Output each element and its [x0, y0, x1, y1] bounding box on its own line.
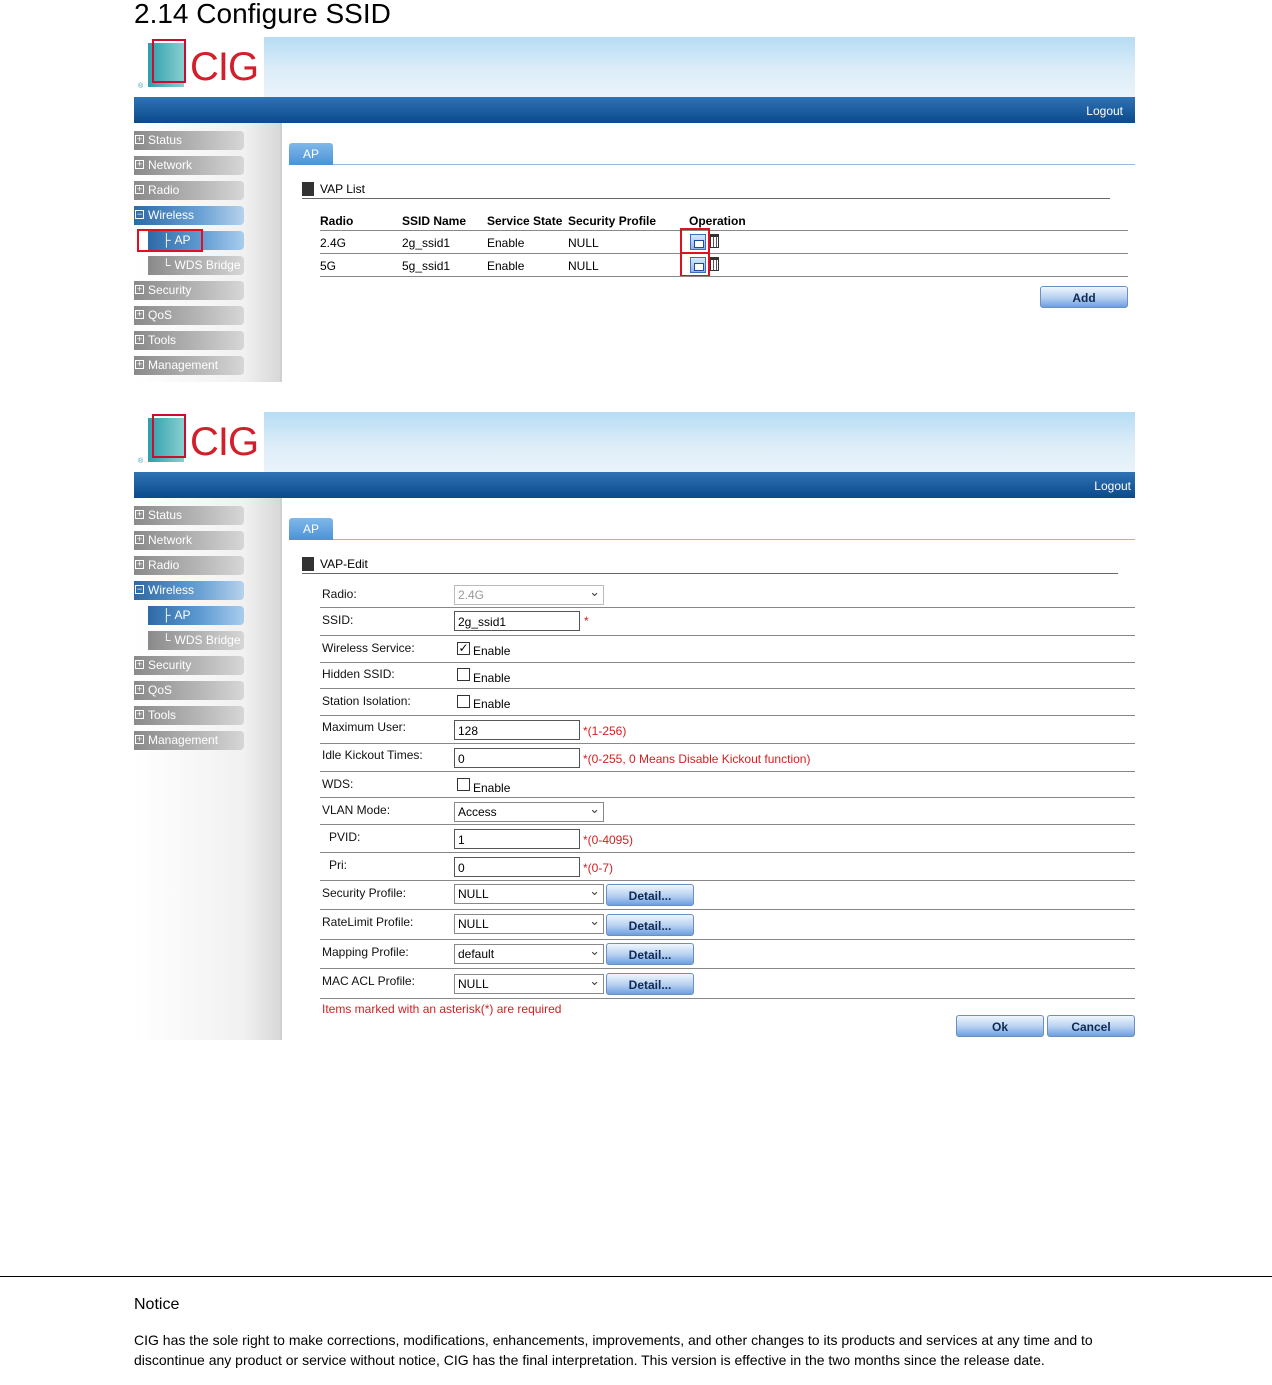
radio-label: Radio:	[322, 587, 357, 601]
sidebar-item-label: Status	[148, 133, 183, 147]
pvid-hint: *(0-4095)	[583, 833, 634, 847]
sidebar-item-network[interactable]	[134, 531, 244, 550]
notice-title: Notice	[134, 1296, 180, 1313]
sidebar	[134, 123, 282, 382]
sidebar-item-security[interactable]	[134, 656, 244, 675]
mapping-profile-label: Mapping Profile:	[322, 945, 409, 959]
row-divider	[320, 276, 1128, 277]
hidden-ssid-label: Hidden SSID:	[322, 667, 395, 681]
pvid-label: PVID:	[329, 830, 361, 844]
delete-icon[interactable]	[710, 234, 719, 248]
wireless-service-checkbox[interactable]: ✓	[458, 641, 469, 655]
sidebar-item-security[interactable]	[134, 281, 244, 300]
hidden-ssid-checkbox[interactable]	[457, 668, 470, 681]
highlight-frame	[680, 228, 710, 254]
max-user-hint: *(1-256)	[583, 724, 627, 738]
sidebar-item-label: Network	[148, 158, 193, 172]
expand-icon: +	[136, 184, 143, 194]
sidebar-item-wds-bridge[interactable]	[148, 256, 244, 275]
row-divider	[320, 688, 1135, 689]
tab-bar	[289, 143, 1135, 165]
expand-icon: +	[136, 534, 143, 544]
ssid-label: SSID:	[322, 613, 354, 627]
enable-label: Enable	[473, 781, 511, 795]
wireless-service-label: Wireless Service:	[322, 641, 415, 655]
wds-label: WDS:	[322, 777, 354, 791]
expand-icon: +	[136, 684, 143, 694]
tab-ap[interactable]: AP	[289, 518, 333, 540]
section-marker-icon	[302, 557, 314, 571]
sidebar-item-radio[interactable]	[134, 556, 244, 575]
idle-kickout-hint: *(0-255, 0 Means Disable Kickout function)	[583, 752, 811, 766]
row-divider	[320, 607, 1135, 608]
highlight-frame	[680, 252, 710, 277]
sidebar-item-wireless[interactable]	[134, 581, 244, 600]
logo-registered: ®	[138, 83, 144, 90]
enable-label: Enable	[473, 697, 511, 711]
sidebar-item-label: Wireless	[148, 208, 195, 222]
ratelimit-profile-select[interactable]: NULL ⌄	[454, 914, 604, 934]
sidebar-item-qos[interactable]	[134, 306, 244, 325]
logout-link[interactable]: Logout	[1094, 479, 1131, 493]
footer-divider	[0, 1276, 1272, 1277]
idle-kickout-label: Idle Kickout Times:	[322, 748, 423, 762]
sidebar-item-label: Status	[148, 508, 183, 522]
row-divider	[320, 909, 1135, 910]
section-marker-icon	[302, 182, 314, 196]
enable-label: Enable	[473, 644, 511, 658]
mac-acl-detail-button[interactable]: Detail...	[606, 973, 694, 995]
highlight-frame	[137, 229, 203, 252]
mac-acl-profile-label: MAC ACL Profile:	[322, 974, 415, 988]
pri-input[interactable]: 0	[454, 857, 580, 877]
sidebar-item-label: Security	[148, 283, 192, 297]
security-profile-select[interactable]: NULL ⌄	[454, 884, 604, 904]
sidebar-item-label: AP	[174, 233, 191, 247]
cig-logo	[134, 412, 264, 472]
row-divider	[320, 968, 1135, 969]
tab-ap[interactable]: AP	[289, 143, 333, 165]
ok-button[interactable]: Ok	[956, 1015, 1044, 1037]
logo-registered: ®	[138, 458, 144, 465]
required-note: Items marked with an asterisk(*) are required	[322, 1002, 562, 1016]
mac-acl-profile-select[interactable]: NULL ⌄	[454, 974, 604, 994]
screenshot-vap-edit	[134, 412, 1135, 1040]
expand-icon: +	[136, 134, 143, 144]
column-header: Security Profile	[568, 214, 657, 228]
sidebar-item-label: Management	[148, 733, 219, 747]
expand-icon: +	[136, 559, 143, 569]
notice-text: CIG has the sole right to make corrections, modifications, enhancements, improvements, and other changes to its products and services at any time and to discontinue any product or service without notice, CIG has the final interpretation. This version is effective in the two months since the release date.	[134, 1332, 1093, 1368]
idle-kickout-input[interactable]: 0	[454, 748, 580, 768]
mapping-detail-button[interactable]: Detail...	[606, 943, 694, 965]
row-divider	[320, 253, 1128, 254]
ssid-input[interactable]: 2g_ssid1	[454, 611, 580, 631]
column-header: Service State	[487, 214, 563, 228]
cell-state: Enable	[487, 236, 525, 250]
pri-label: Pri:	[329, 858, 347, 872]
cell-radio: 5G	[320, 259, 337, 273]
sidebar-item-tools[interactable]	[134, 706, 244, 725]
sidebar-item-label: Wireless	[148, 583, 195, 597]
wds-checkbox[interactable]	[457, 778, 470, 791]
logo-frame-icon	[152, 414, 186, 458]
expand-icon: +	[136, 284, 143, 294]
tree-branch-icon: ├	[162, 608, 171, 622]
sidebar-item-tools[interactable]	[134, 331, 244, 350]
row-divider	[320, 852, 1135, 853]
required-mark: *	[584, 614, 589, 628]
sidebar-item-label: Management	[148, 358, 219, 372]
logo-frame-icon	[152, 39, 186, 83]
section-vap-edit	[302, 556, 1118, 574]
cell-state: Enable	[487, 259, 525, 273]
row-divider	[320, 771, 1135, 772]
ratelimit-profile-label: RateLimit Profile:	[322, 915, 414, 929]
row-divider	[320, 743, 1135, 744]
station-isolation-checkbox[interactable]	[457, 695, 470, 708]
expand-icon: +	[136, 159, 143, 169]
column-header: SSID Name	[402, 214, 467, 228]
cell-ssid: 5g_ssid1	[402, 259, 451, 273]
sidebar-item-network[interactable]	[134, 156, 244, 175]
sidebar-item-label: AP	[174, 608, 191, 622]
station-isolation-label: Station Isolation:	[322, 694, 411, 708]
column-header: Radio	[320, 214, 354, 228]
vlan-mode-label: VLAN Mode:	[322, 803, 391, 817]
sidebar-item-radio[interactable]	[134, 181, 244, 200]
cancel-button[interactable]: Cancel	[1047, 1015, 1135, 1037]
add-button[interactable]: Add	[1040, 286, 1128, 308]
row-divider	[320, 939, 1135, 940]
sidebar-item-management[interactable]	[134, 356, 244, 375]
logout-link[interactable]: Logout	[1086, 104, 1123, 118]
collapse-icon: −	[136, 209, 143, 219]
sidebar-item-label: Tools	[148, 708, 177, 722]
collapse-icon: −	[136, 584, 143, 594]
logo-text: CIG	[190, 420, 259, 464]
pri-hint: *(0-7)	[583, 861, 614, 875]
cell-profile: NULL	[568, 259, 599, 273]
sidebar-item-label: Tools	[148, 333, 177, 347]
mapping-profile-select[interactable]: default ⌄	[454, 944, 604, 964]
cig-logo	[134, 37, 264, 97]
max-user-input[interactable]: 128	[454, 720, 580, 740]
expand-icon: +	[136, 509, 143, 519]
security-detail-button[interactable]: Detail...	[606, 884, 694, 906]
section-title: VAP List	[320, 182, 365, 196]
sidebar-item-label: Radio	[148, 183, 180, 197]
column-header: Operation	[689, 214, 746, 228]
section-title: VAP-Edit	[320, 557, 368, 571]
cell-profile: NULL	[568, 236, 599, 250]
sidebar-item-label: Radio	[148, 558, 180, 572]
row-divider	[320, 662, 1135, 663]
nav-bar	[134, 97, 1135, 123]
sidebar-item-management[interactable]	[134, 731, 244, 750]
expand-icon: +	[136, 709, 143, 719]
logo-text: CIG	[190, 45, 259, 89]
screenshot-vap-list	[134, 37, 1135, 382]
pvid-input[interactable]: 1	[454, 829, 580, 849]
sidebar	[134, 498, 282, 1040]
enable-label: Enable	[473, 671, 511, 685]
row-divider	[320, 880, 1135, 881]
row-divider	[320, 635, 1135, 636]
delete-icon[interactable]	[710, 257, 719, 271]
cell-radio: 2.4G	[320, 236, 347, 250]
row-divider	[320, 230, 1128, 231]
row-divider	[320, 797, 1135, 798]
sidebar-item-status[interactable]	[134, 506, 244, 525]
section-heading: 2.14 Configure SSID	[134, 0, 391, 29]
nav-bar	[134, 472, 1135, 498]
expand-icon: +	[136, 334, 143, 344]
tab-bar	[289, 518, 1135, 540]
security-profile-label: Security Profile:	[322, 886, 407, 900]
sidebar-item-ap[interactable]	[148, 606, 244, 625]
sidebar-item-label: WDS Bridge	[174, 633, 241, 647]
cell-ssid: 2g_ssid1	[402, 236, 451, 250]
sidebar-item-label: WDS Bridge	[174, 258, 241, 272]
sidebar-item-label: QoS	[148, 308, 173, 322]
sidebar-item-qos[interactable]	[134, 681, 244, 700]
section-vap-list	[302, 181, 1110, 199]
sidebar-item-wireless[interactable]	[134, 206, 244, 225]
ratelimit-detail-button[interactable]: Detail...	[606, 914, 694, 936]
sidebar-item-label: QoS	[148, 683, 173, 697]
tree-end-icon: └	[162, 258, 171, 272]
max-user-label: Maximum User:	[322, 720, 407, 734]
radio-select[interactable]: 2.4G ⌄	[454, 585, 604, 605]
row-divider	[320, 824, 1135, 825]
top-banner	[134, 412, 1135, 472]
expand-icon: +	[136, 309, 143, 319]
sidebar-item-label: Security	[148, 658, 192, 672]
top-banner	[134, 37, 1135, 97]
expand-icon: +	[136, 734, 143, 744]
row-divider	[320, 715, 1135, 716]
expand-icon: +	[136, 359, 143, 369]
sidebar-item-status[interactable]	[134, 131, 244, 150]
sidebar-item-wds-bridge[interactable]	[148, 631, 244, 650]
row-divider	[320, 998, 1135, 999]
tree-branch-icon: ├	[162, 233, 171, 247]
expand-icon: +	[136, 659, 143, 669]
tree-end-icon: └	[162, 633, 171, 647]
sidebar-item-label: Network	[148, 533, 193, 547]
vlan-mode-select[interactable]: Access ⌄	[454, 802, 604, 822]
